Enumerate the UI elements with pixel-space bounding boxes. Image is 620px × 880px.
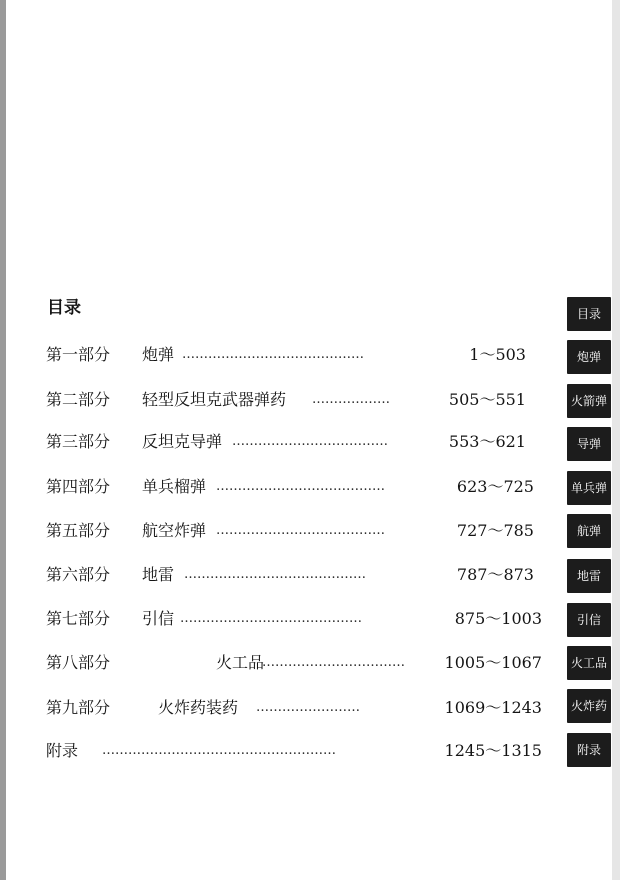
toc-entry-part: 第一部分: [46, 345, 111, 364]
toc-leader-dots: ……………………………………: [184, 567, 366, 582]
toc-leader-dots: ………………………………: [232, 434, 388, 449]
toc-entry-pages: 623～725: [456, 477, 534, 496]
toc-entry-part: 第七部分: [46, 609, 111, 628]
toc-entry-part: 第九部分: [46, 698, 111, 717]
toc-entry-8[interactable]: [46, 650, 546, 676]
toc-entry-name: 单兵榴弹: [142, 477, 207, 496]
toc-entry-part: 第五部分: [46, 521, 111, 540]
side-tab-rockets[interactable]: 火箭弹: [567, 384, 611, 418]
toc-entry-name: 地雷: [142, 565, 175, 584]
toc-entry-part: 第六部分: [46, 565, 111, 584]
toc-entry-pages: 727～785: [456, 521, 534, 540]
toc-entry-name: 火工品: [216, 653, 265, 672]
toc-entry-pages: 505～551: [448, 390, 526, 409]
toc-entry-4[interactable]: [46, 474, 546, 500]
toc-entry-pages: 787～873: [456, 565, 534, 584]
toc-entry-name: 反坦克导弹: [142, 432, 223, 451]
page-gutter: [0, 0, 6, 880]
toc-title: 目录: [47, 298, 81, 318]
toc-leader-dots: ………………………………………………: [102, 743, 336, 758]
toc-entry-9[interactable]: [46, 695, 546, 721]
side-tab-fuzes[interactable]: 引信: [567, 603, 611, 637]
toc-entry-pages: 1～503: [469, 345, 526, 364]
toc-leader-dots: ……………………………………: [182, 347, 364, 362]
side-tab-missiles[interactable]: 导弹: [567, 427, 611, 461]
toc-appendix-name: 附录: [46, 741, 79, 760]
side-tab-aerial-bombs[interactable]: 航弹: [567, 514, 611, 548]
toc-entry-name: 火炸药装药: [158, 698, 239, 717]
toc-entry-2[interactable]: [46, 387, 546, 413]
toc-entry-pages: 1005～1067: [444, 653, 542, 672]
toc-entry-7[interactable]: [46, 606, 546, 632]
toc-appendix[interactable]: [46, 738, 546, 764]
toc-entry-part: 第二部分: [46, 390, 111, 409]
side-tab-grenades[interactable]: 单兵弹: [567, 471, 611, 505]
toc-entry-pages: 553～621: [448, 432, 526, 451]
page-edge: [612, 0, 620, 880]
toc-leader-dots: ……………………………………: [180, 611, 362, 626]
toc-entry-name: 航空炸弹: [142, 521, 207, 540]
toc-entry-name: 轻型反坦克武器弹药: [142, 390, 287, 409]
toc-entry-part: 第四部分: [46, 477, 111, 496]
toc-entry-pages: 875～1003: [454, 609, 542, 628]
toc-leader-dots: ……………………: [256, 700, 360, 715]
toc-entry-1[interactable]: [46, 342, 546, 368]
toc-entry-part: 第三部分: [46, 432, 111, 451]
toc-leader-dots: …………………………………: [216, 523, 385, 538]
side-tab-pyrotechnics[interactable]: 火工品: [567, 646, 611, 680]
toc-entry-pages: 1069～1243: [444, 698, 542, 717]
toc-entry-part: 第八部分: [46, 653, 111, 672]
side-tab-mines[interactable]: 地雷: [567, 559, 611, 593]
toc-leader-dots: ………………: [312, 392, 390, 407]
side-tab-shells[interactable]: 炮弹: [567, 340, 611, 374]
toc-appendix-pages: 1245～1315: [444, 741, 542, 760]
toc-entry-name: 炮弹: [142, 345, 175, 364]
toc-leader-dots: ……………………………: [262, 655, 405, 670]
toc-leader-dots: …………………………………: [216, 479, 385, 494]
side-tab-appendix[interactable]: 附录: [567, 733, 611, 767]
toc-entry-6[interactable]: [46, 562, 546, 588]
toc-entry-5[interactable]: [46, 518, 546, 544]
toc-entry-3[interactable]: [46, 429, 546, 455]
side-tab-explosives[interactable]: 火炸药: [567, 689, 611, 723]
side-tab-contents[interactable]: 目录: [567, 297, 611, 331]
toc-entry-name: 引信: [142, 609, 175, 628]
